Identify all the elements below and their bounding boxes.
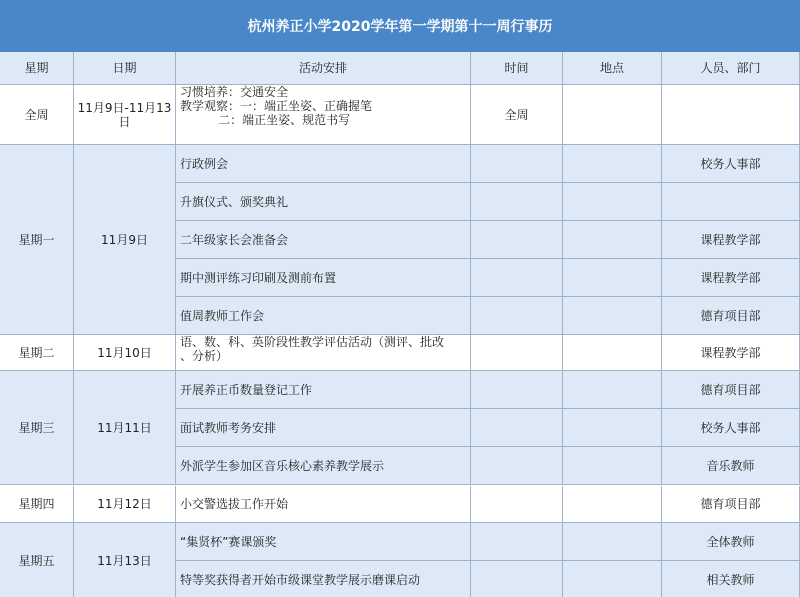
dept-cell: 相关教师	[662, 561, 800, 597]
place-cell	[563, 85, 662, 145]
time-cell	[471, 259, 563, 297]
date-cell: 11月10日	[74, 335, 176, 371]
time-cell	[471, 447, 563, 485]
time-cell	[471, 221, 563, 259]
activity-cell: 值周教师工作会	[176, 297, 471, 335]
date-cell: 11月13日	[74, 523, 176, 597]
day-label: 星期一	[0, 145, 74, 335]
dept-cell: 校务人事部	[662, 145, 800, 183]
time-cell	[471, 145, 563, 183]
row-date	[74, 85, 176, 145]
header-activity: 活动安排	[176, 52, 471, 85]
time-cell: 全周	[471, 85, 563, 145]
place-cell	[563, 335, 662, 371]
dept-cell: 课程教学部	[662, 221, 800, 259]
day-label: 星期二	[0, 335, 74, 371]
place-cell	[563, 486, 662, 523]
place-cell	[563, 183, 662, 221]
dept-cell: 德育项目部	[662, 297, 800, 335]
place-cell	[563, 371, 662, 409]
time-cell	[471, 371, 563, 409]
header-place: 地点	[563, 52, 662, 85]
place-cell	[563, 447, 662, 485]
time-cell	[471, 335, 563, 371]
dept-cell: 课程教学部	[662, 335, 800, 371]
activity-cell: 面试教师考务安排	[176, 409, 471, 447]
place-cell	[563, 409, 662, 447]
activity-line: 教学观察：一：端正坐姿、正确握笔	[180, 99, 373, 113]
place-cell	[563, 145, 662, 183]
day-label: 星期四	[0, 486, 74, 523]
activity-line: 习惯培养：交通安全	[180, 85, 289, 99]
header-day: 星期	[0, 52, 74, 85]
place-cell	[563, 221, 662, 259]
header-time: 时间	[471, 52, 563, 85]
activity-cell: 小交警选拔工作开始	[176, 486, 471, 523]
activity-line: 、分析）	[180, 349, 229, 363]
date-cell: 11月12日	[74, 486, 176, 523]
activity-cell	[176, 85, 471, 145]
activity-cell	[176, 335, 471, 371]
header-dept: 人员、部门	[662, 52, 800, 85]
time-cell	[471, 486, 563, 523]
dept-cell: 课程教学部	[662, 259, 800, 297]
header-date: 日期	[74, 52, 176, 85]
place-cell	[563, 297, 662, 335]
dept-cell: 校务人事部	[662, 409, 800, 447]
dept-cell: 德育项目部	[662, 371, 800, 409]
activity-cell: 二年级家长会准备会	[176, 221, 471, 259]
time-cell	[471, 297, 563, 335]
activity-cell: 开展养正币数量登记工作	[176, 371, 471, 409]
place-cell	[563, 561, 662, 597]
time-cell	[471, 183, 563, 221]
dept-cell: 音乐教师	[662, 447, 800, 485]
table-title: 杭州养正小学2020学年第一学期第十一周行事历	[0, 0, 800, 53]
time-cell	[471, 561, 563, 597]
activity-cell: 特等奖获得者开始市级课堂教学展示磨课启动	[176, 561, 471, 597]
date-cell: 11月11日	[74, 371, 176, 485]
day-label: 星期三	[0, 371, 74, 485]
time-cell	[471, 409, 563, 447]
date-line: 11月9日-11月13	[77, 100, 172, 115]
activity-line: 语、数、科、英阶段性教学评估活动（测评、批改	[180, 335, 445, 349]
row-day-label: 全周	[0, 85, 74, 145]
place-cell	[563, 523, 662, 561]
activity-cell: 期中测评练习印刷及测前布置	[176, 259, 471, 297]
activity-cell: “集贤杯”赛课颁奖	[176, 523, 471, 561]
date-cell: 11月9日	[74, 145, 176, 335]
activity-cell: 行政例会	[176, 145, 471, 183]
dept-cell: 德育项目部	[662, 486, 800, 523]
dept-cell: 全体教师	[662, 523, 800, 561]
activity-cell: 外派学生参加区音乐核心素养教学展示	[176, 447, 471, 485]
activity-cell: 升旗仪式、颁奖典礼	[176, 183, 471, 221]
date-line: 日	[118, 114, 131, 129]
dept-cell	[662, 85, 800, 145]
dept-cell	[662, 183, 800, 221]
time-cell	[471, 523, 563, 561]
day-label: 星期五	[0, 523, 74, 597]
place-cell	[563, 259, 662, 297]
activity-line: 二：端正坐姿、规范书写	[180, 113, 351, 127]
